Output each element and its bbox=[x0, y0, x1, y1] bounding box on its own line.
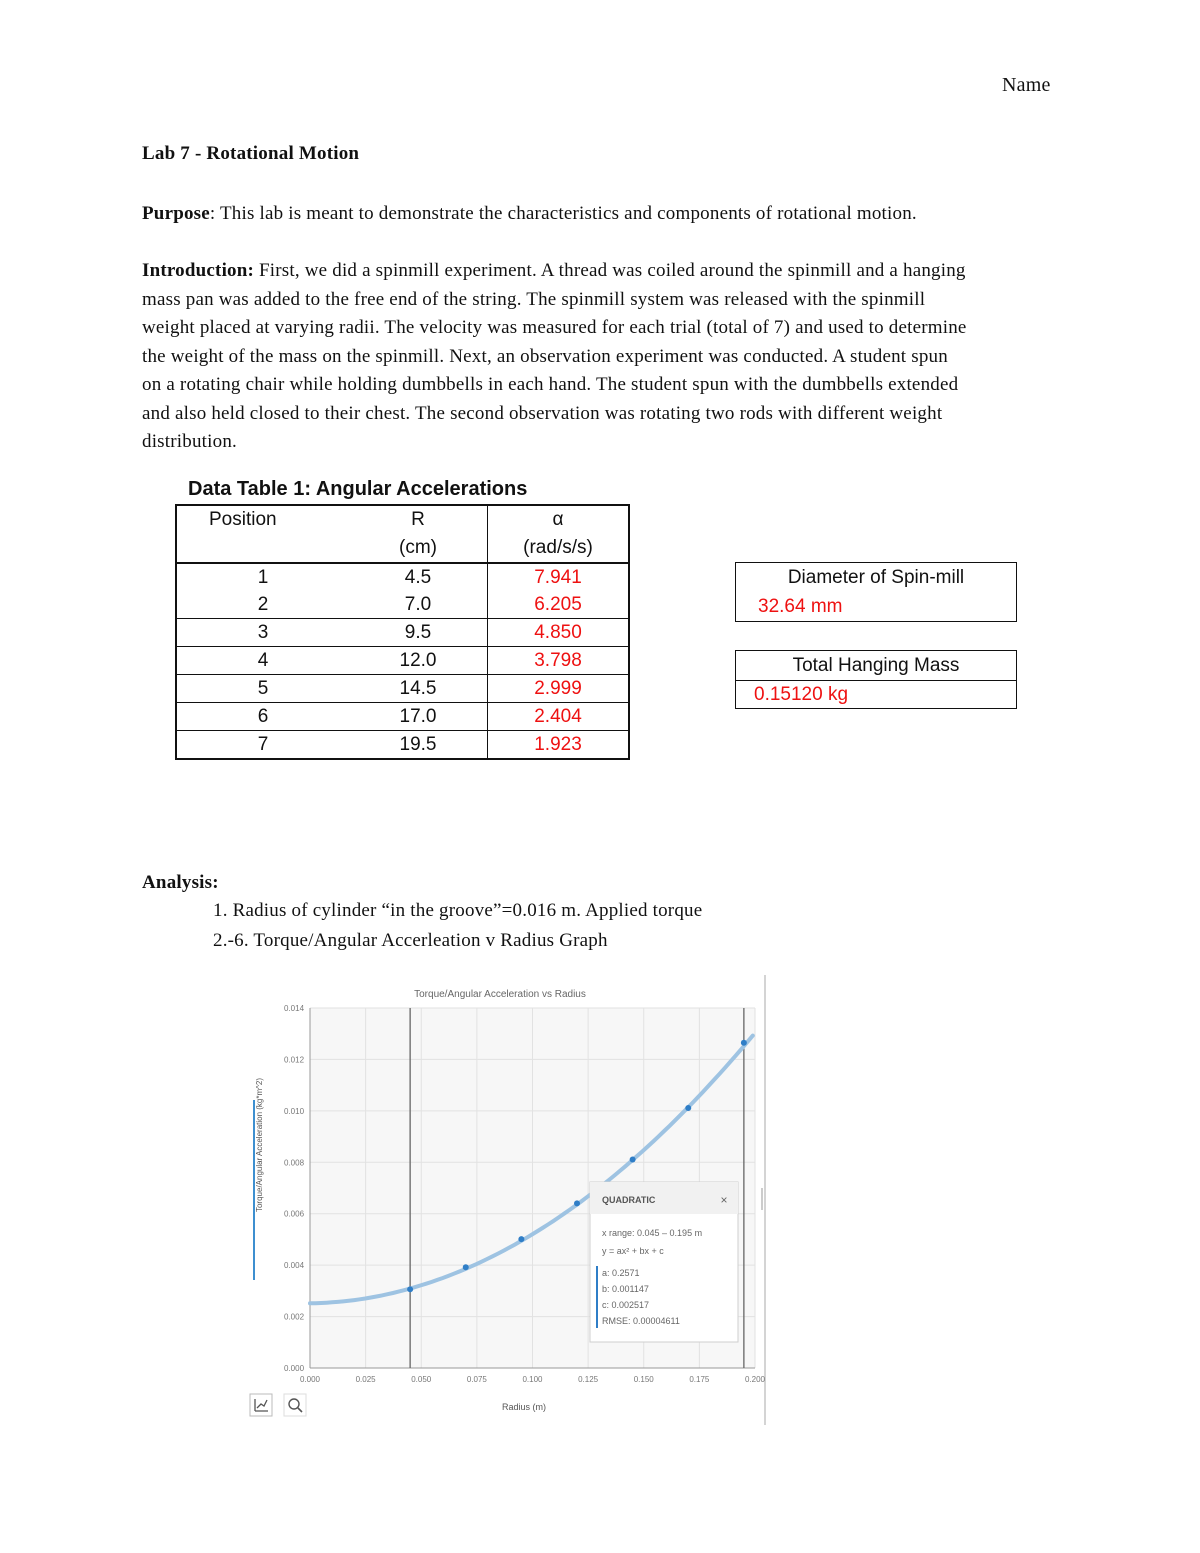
cell-alpha: 1.923 bbox=[488, 731, 630, 760]
chart-scale-icon[interactable] bbox=[250, 1394, 272, 1416]
diameter-label: Diameter of Spin-mill bbox=[787, 567, 965, 588]
analysis-label: Analysis: bbox=[142, 872, 219, 893]
cell-position: 2 bbox=[176, 591, 349, 619]
cell-position: 7 bbox=[176, 731, 349, 760]
introduction-paragraph bbox=[142, 257, 1062, 457]
chart-title: Torque/Angular Acceleration vs Radius bbox=[414, 989, 586, 1000]
header-alpha-unit: (rad/s/s) bbox=[488, 534, 630, 563]
cell-r: 17.0 bbox=[349, 703, 488, 731]
name-label: Name bbox=[1002, 74, 1051, 96]
data-point bbox=[630, 1156, 636, 1162]
table-row bbox=[176, 591, 629, 619]
cell-position: 6 bbox=[176, 703, 349, 731]
close-icon[interactable]: × bbox=[720, 1193, 728, 1207]
diameter-value: 32.64 mm bbox=[758, 596, 843, 617]
table-row bbox=[176, 563, 629, 591]
cell-alpha: 2.999 bbox=[488, 675, 630, 703]
cell-r: 9.5 bbox=[349, 619, 488, 647]
data-point bbox=[741, 1040, 747, 1046]
diameter-box bbox=[735, 562, 1017, 622]
table-row bbox=[176, 703, 629, 731]
fit-equation: y = ax² + bx + c bbox=[602, 1246, 664, 1256]
x-tick-label: 0.000 bbox=[299, 1375, 321, 1384]
y-tick-label: 0.008 bbox=[284, 1158, 305, 1168]
introduction-line: on a rotating chair while holding dumbbells in each hand. The student spun with the dumbbells extended bbox=[142, 374, 959, 395]
purpose-label: Purpose bbox=[142, 203, 210, 224]
introduction-label: Introduction: bbox=[142, 260, 255, 281]
analysis-item-1: 1. Radius of cylinder “in the groove”=0.016 m. Applied torque bbox=[213, 900, 703, 921]
data-point bbox=[463, 1264, 469, 1270]
fit-a: a: 0.2571 bbox=[602, 1268, 640, 1278]
introduction-line: First, we did a spinmill experiment. A thread was coiled around the spinmill and a hanging bbox=[254, 260, 966, 281]
y-tick-label: 0.004 bbox=[284, 1261, 305, 1271]
introduction-line: mass pan was added to the free end of the string. The spinmill system was released with the spinmill bbox=[142, 288, 926, 310]
x-tick-label: 0.075 bbox=[466, 1375, 487, 1384]
header-r-unit: (cm) bbox=[349, 534, 488, 563]
cell-r: 7.0 bbox=[349, 591, 488, 619]
data-table-title: Data Table 1: Angular Accelerations bbox=[188, 478, 528, 500]
cell-position: 1 bbox=[176, 563, 349, 591]
header-alpha: α bbox=[488, 505, 630, 534]
y-tick-label: 0.014 bbox=[284, 1004, 305, 1013]
mass-value: 0.15120 kg bbox=[754, 684, 849, 705]
fit-rmse: RMSE: 0.00004611 bbox=[602, 1316, 680, 1326]
y-tick-label: 0.002 bbox=[284, 1312, 305, 1322]
introduction-line: and also held closed to their chest. The second observation was rotating two rods with different weight bbox=[142, 402, 943, 424]
cell-alpha: 3.798 bbox=[488, 647, 630, 675]
table-row bbox=[176, 647, 629, 675]
table-header-row bbox=[176, 534, 629, 563]
cell-alpha: 6.205 bbox=[488, 591, 630, 619]
cell-r: 4.5 bbox=[349, 563, 488, 591]
y-tick-label: 0.006 bbox=[284, 1209, 305, 1219]
cell-r: 12.0 bbox=[349, 647, 488, 675]
cell-alpha: 4.850 bbox=[488, 619, 630, 647]
x-tick-label: 0.175 bbox=[689, 1375, 710, 1384]
table-row bbox=[176, 619, 629, 647]
data-point bbox=[407, 1286, 413, 1292]
data-point bbox=[685, 1105, 691, 1111]
x-tick-label: 0.025 bbox=[355, 1375, 376, 1384]
table-row bbox=[176, 675, 629, 703]
x-tick-label: 0.125 bbox=[578, 1375, 599, 1384]
mass-box bbox=[735, 650, 1017, 709]
x-tick-label: 0.100 bbox=[522, 1375, 543, 1384]
mass-label: Total Hanging Mass bbox=[736, 651, 1016, 681]
y-tick-label: 0.000 bbox=[284, 1364, 305, 1373]
x-tick-label: 0.200 bbox=[744, 1375, 766, 1384]
cell-position: 5 bbox=[176, 675, 349, 703]
fit-range: x range: 0.045 – 0.195 m bbox=[602, 1228, 703, 1238]
cell-alpha: 2.404 bbox=[488, 703, 630, 731]
x-tick-label: 0.050 bbox=[411, 1375, 432, 1384]
data-point bbox=[574, 1200, 580, 1206]
header-position: Position bbox=[176, 505, 349, 534]
table-row bbox=[176, 731, 629, 760]
y-tick-label: 0.012 bbox=[284, 1055, 305, 1065]
data-table bbox=[175, 504, 630, 760]
zoom-icon[interactable] bbox=[284, 1394, 306, 1416]
introduction-line: distribution. bbox=[142, 431, 237, 452]
introduction-line: weight placed at varying radii. The velocity was measured for each trial (total of 7) and used to determine bbox=[142, 317, 967, 338]
data-point bbox=[518, 1236, 524, 1242]
cell-r: 19.5 bbox=[349, 731, 488, 760]
cell-r: 14.5 bbox=[349, 675, 488, 703]
y-tick-label: 0.010 bbox=[284, 1106, 305, 1116]
fit-c: c: 0.002517 bbox=[602, 1300, 650, 1310]
fit-info-box bbox=[590, 1182, 738, 1342]
fit-name: QUADRATIC bbox=[602, 1195, 656, 1205]
fit-b: b: 0.001147 bbox=[602, 1284, 649, 1294]
introduction-line: the weight of the mass on the spinmill. Next, an observation experiment was conducted. A student spun bbox=[142, 345, 948, 367]
cell-position: 4 bbox=[176, 647, 349, 675]
page-title: Lab 7 - Rotational Motion bbox=[142, 143, 360, 164]
chart-xlabel: Radius (m) bbox=[501, 1402, 547, 1412]
chart-ylabel: Torque/Angular Acceleration (kg*m^2) bbox=[255, 1077, 264, 1213]
cell-alpha: 7.941 bbox=[488, 563, 630, 591]
purpose-text: : This lab is meant to demonstrate the characteristics and components of rotational motion. bbox=[209, 203, 917, 224]
x-tick-label: 0.150 bbox=[633, 1375, 654, 1384]
purpose-paragraph bbox=[142, 200, 1062, 229]
table-header-row bbox=[176, 505, 629, 534]
header-r: R bbox=[349, 505, 488, 534]
cell-position: 3 bbox=[176, 619, 349, 647]
analysis-item-2: 2.-6. Torque/Angular Accerleation v Radius Graph bbox=[213, 930, 608, 951]
torque-radius-chart bbox=[240, 970, 780, 1430]
